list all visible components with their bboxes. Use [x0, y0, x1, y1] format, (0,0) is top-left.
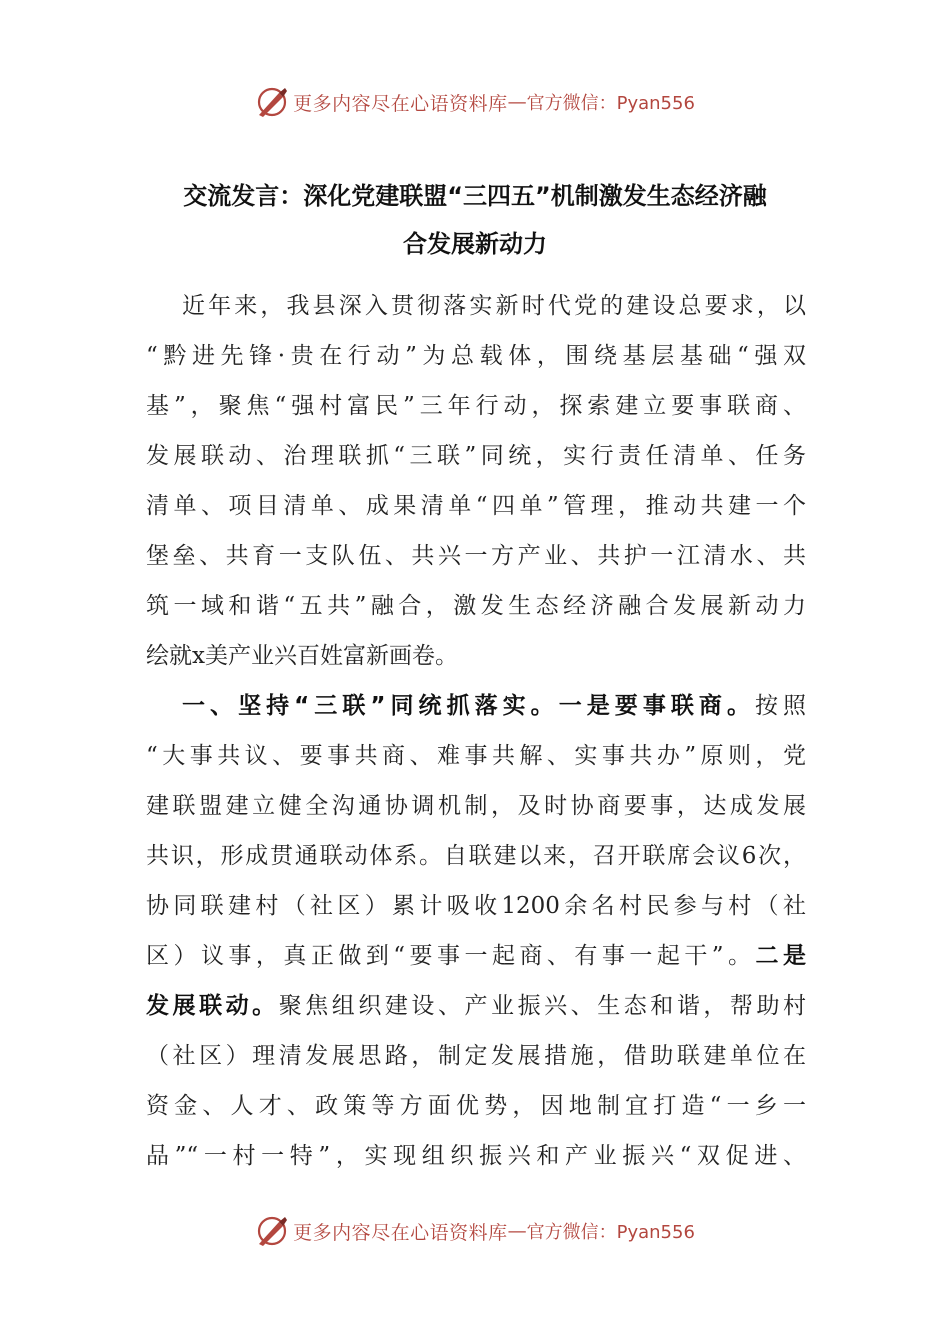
banner-brand-text: 更多内容尽在心语资料库 [293, 92, 508, 115]
pen-logo-icon [255, 1214, 289, 1248]
body-line: 建联盟建立健全沟通协调机制，及时协商要事，达成发展 [146, 793, 806, 819]
banner-separator: — [507, 91, 527, 113]
body-line: 筑一域和谐“五共”融合，激发生态经济融合发展新动力 [146, 593, 806, 619]
body-line: 共识，形成贯通联动体系。自联建以来，召开联席会议6次， [146, 843, 806, 869]
subheading-1: 一是要事联商。 [558, 693, 755, 719]
header-watermark-banner [0, 82, 950, 122]
section-heading-line [182, 686, 806, 726]
body-text: 区）议事，真正做到“要事一起商、有事一起干”。 [146, 943, 756, 969]
document-title-line-2: 合发展新动力 [403, 230, 547, 258]
banner-wechat-text: 官方微信：Pyan556 [526, 1222, 695, 1243]
body-text: 按照 [754, 693, 807, 719]
section-heading: 一、坚持“三联”同统抓落实。 [182, 693, 559, 719]
subheading-2-end: 发展联动。 [146, 993, 279, 1019]
body-text: 聚焦组织建设、产业振兴、生态和谐，帮助村 [278, 993, 807, 1019]
footer-watermark-banner [0, 1211, 950, 1251]
body-line: 堡垒、共育一支队伍、共兴一方产业、共护一江清水、共 [146, 543, 806, 569]
body-line: 品”“一村一特”，实现组织振兴和产业振兴“双促进、 [146, 1143, 806, 1169]
body-line: 资金、人才、政策等方面优势，因地制宜打造“一乡一 [146, 1093, 806, 1119]
body-line: 发展联动、治理联抓“三联”同统，实行责任清单、任务 [146, 443, 806, 469]
body-line [146, 936, 806, 976]
document-title-line-1: 交流发言：深化党建联盟“三四五”机制激发生态经济融 [183, 182, 767, 210]
body-line: 基”，聚焦“强村富民”三年行动，探索建立要事联商、 [146, 393, 806, 419]
banner-brand-text: 更多内容尽在心语资料库 [293, 1221, 508, 1244]
body-line: （社区）理清发展思路，制定发展措施，借助联建单位在 [146, 1043, 806, 1069]
banner-wechat-text: 官方微信：Pyan556 [526, 93, 695, 114]
subheading-2-start: 二是 [755, 943, 806, 969]
body-line: 绘就x美产业兴百姓富新画卷。 [146, 643, 458, 669]
pen-logo-icon [255, 85, 289, 119]
body-line: 清单、项目清单、成果清单“四单”管理，推动共建一个 [146, 493, 806, 519]
body-line: “黔进先锋·贵在行动”为总载体，围绕基层基础“强双 [146, 343, 806, 369]
body-line: “大事共议、要事共商、难事共解、实事共办”原则，党 [146, 743, 806, 769]
body-line: 协同联建村（社区）累计吸收1200余名村民参与村（社 [146, 893, 806, 919]
body-line [146, 986, 806, 1026]
banner-separator: — [507, 1220, 527, 1242]
body-line: 近年来，我县深入贯彻落实新时代党的建设总要求，以 [182, 293, 806, 319]
